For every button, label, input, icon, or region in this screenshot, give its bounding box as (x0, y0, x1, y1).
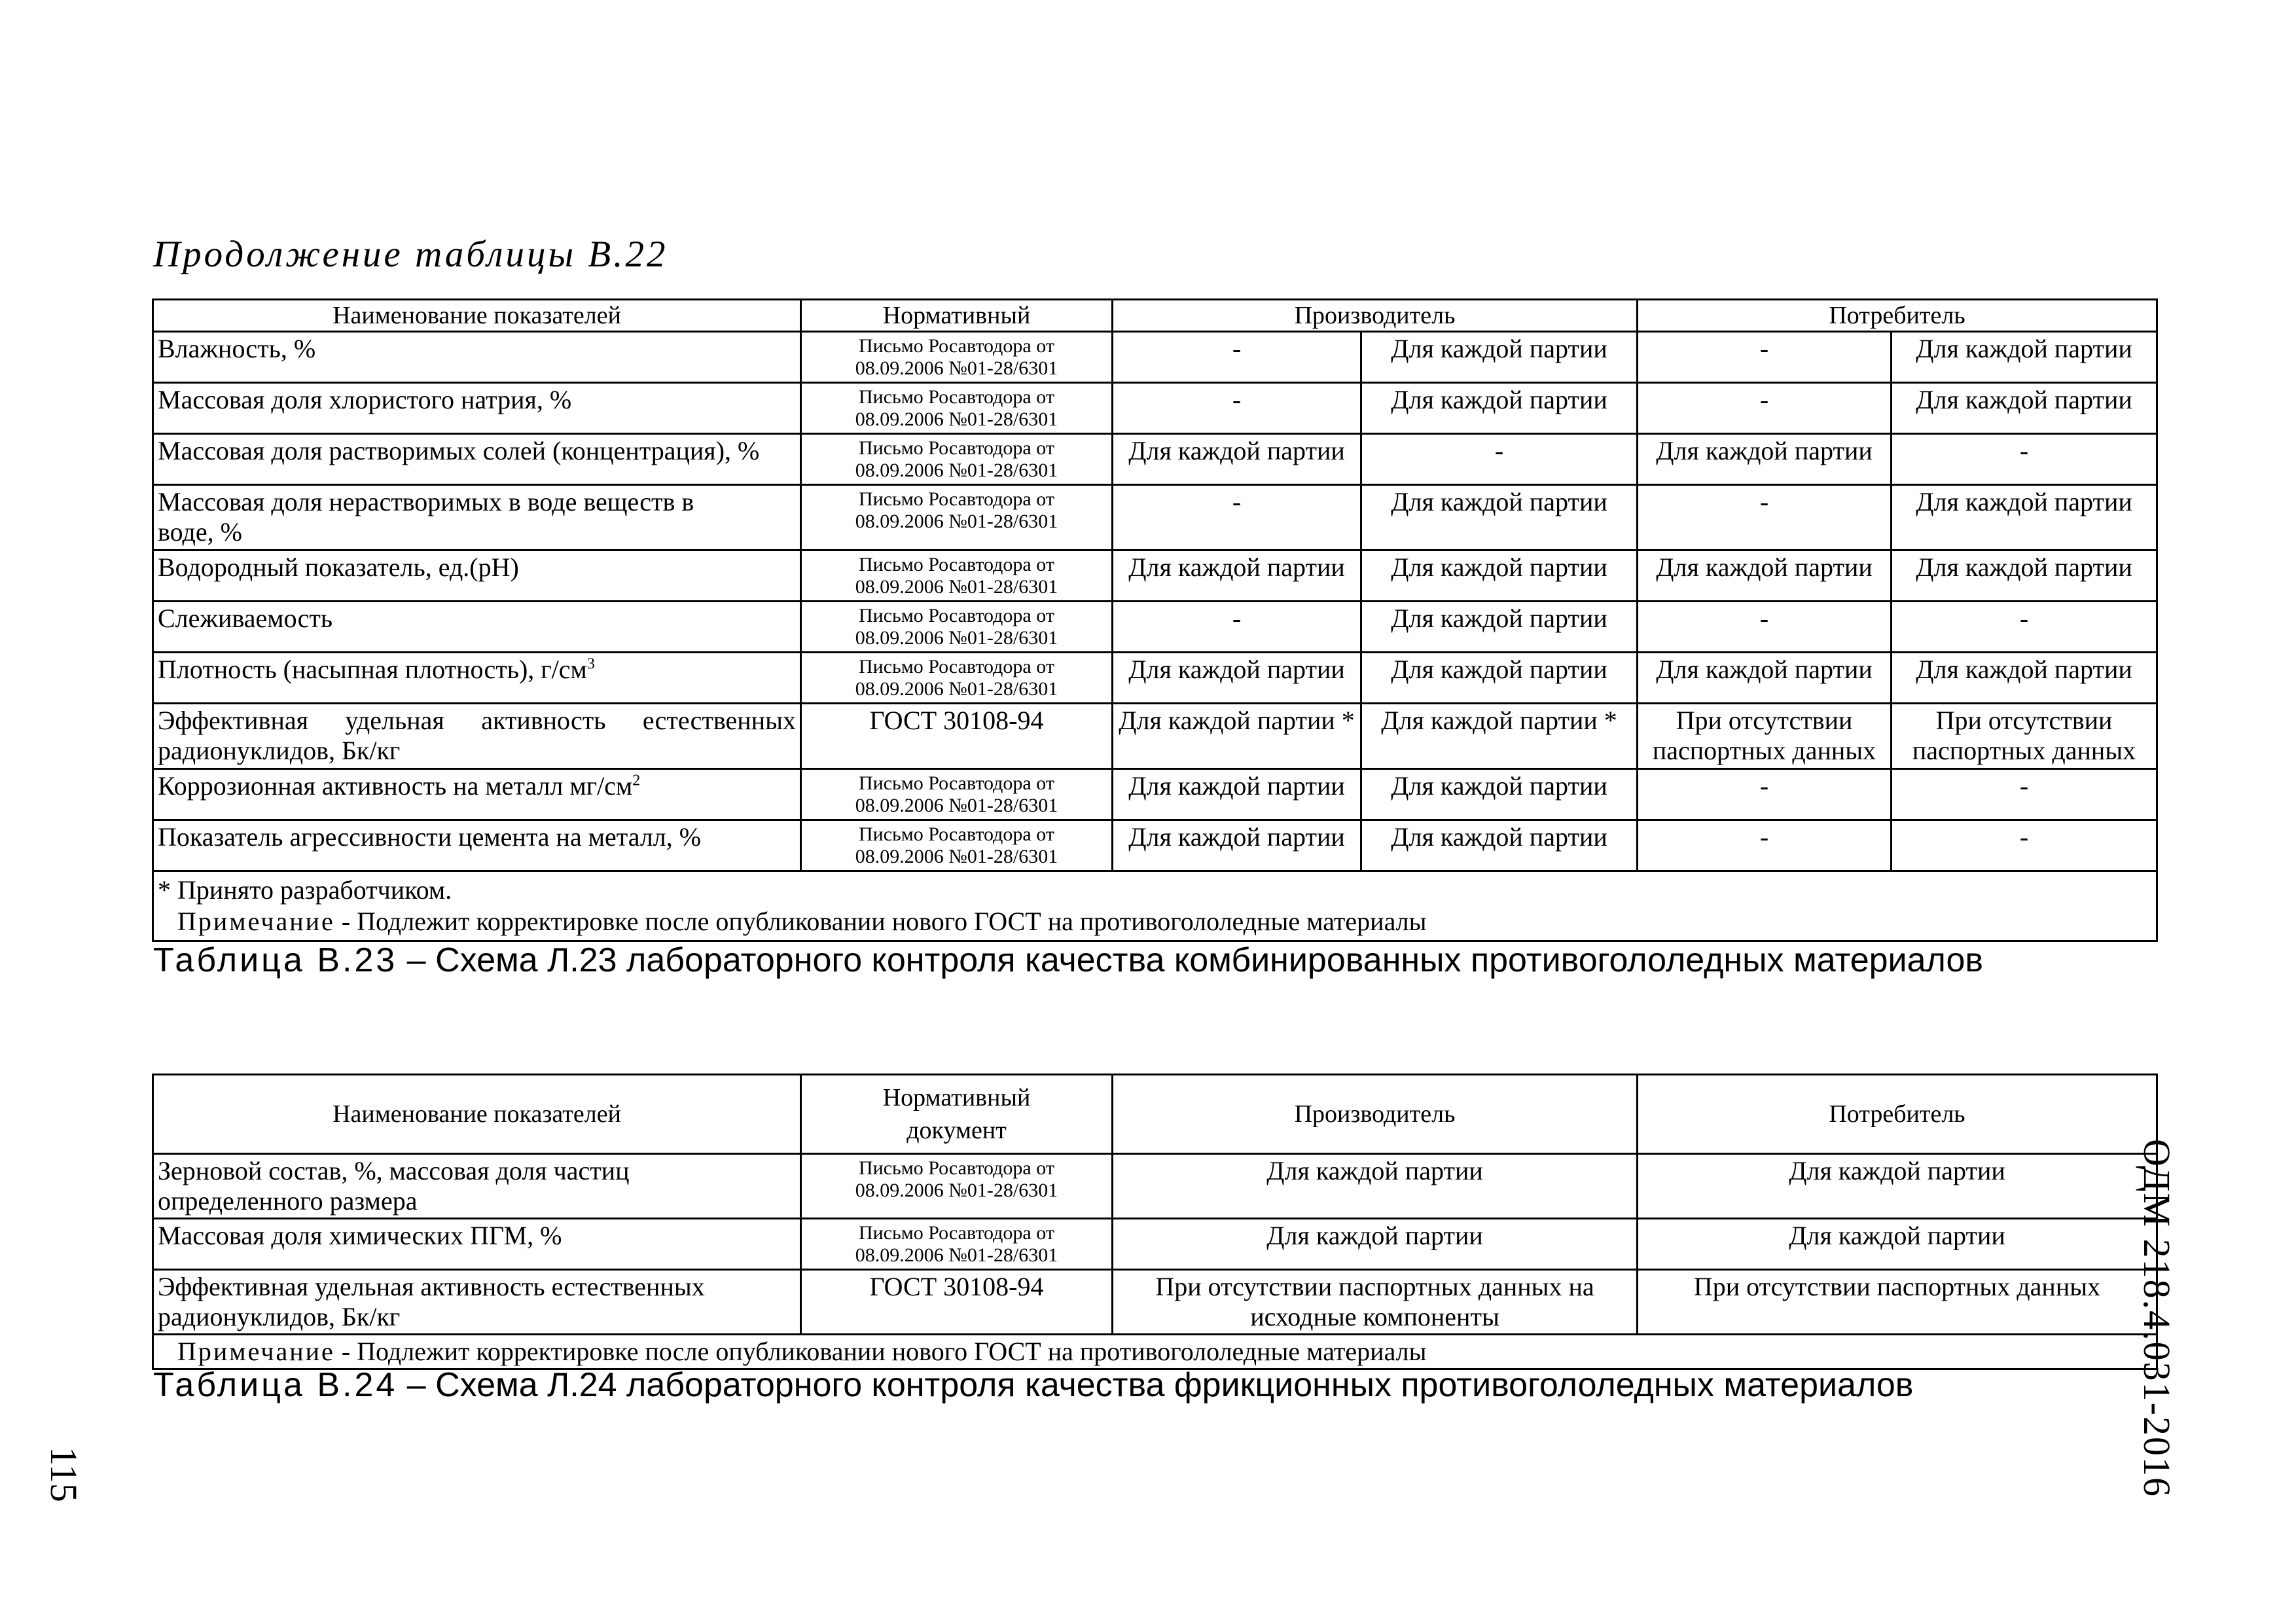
row-consumer: Для каждой партии (1638, 1154, 2157, 1219)
row-consumer: Для каждой партии (1638, 1219, 2157, 1270)
row-consumer-2: - (1892, 820, 2157, 871)
table-note-row (153, 871, 2157, 941)
row-producer-2: Для каждой партии (1361, 485, 1638, 550)
row-name: Слеживаемость (153, 602, 801, 653)
footnote: * Принято разработчиком. (158, 875, 452, 905)
row-name: Коррозионная активность на металл $мг/см^2$ (153, 769, 801, 820)
header-consumer: Потребитель (1638, 1075, 2157, 1154)
row-producer-1: Для каждой партии (1113, 653, 1361, 704)
row-producer-2: Для каждой партии (1361, 332, 1638, 383)
row-producer-2: Для каждой партии (1361, 769, 1638, 820)
header-producer: Производитель (1113, 300, 1638, 332)
continuation-title: Продолжение таблицы В.22 (153, 234, 668, 275)
row-name: Эффективная удельная активность естественных радионуклидов, Бк/кг (153, 1270, 801, 1335)
row-consumer-2: Для каждой партии (1892, 485, 2157, 550)
row-name: Массовая доля нерастворимых в воде веществ в воде, % (153, 485, 801, 550)
row-consumer-2: Для каждой партии (1892, 332, 2157, 383)
row-producer-2: - (1361, 434, 1638, 485)
table-b23 (152, 1074, 2158, 1370)
row-producer: Для каждой партии (1113, 1219, 1638, 1270)
table-row (153, 550, 2157, 602)
row-producer-2: Для каждой партии * (1361, 704, 1638, 769)
row-consumer-2: При отсутствии паспортных данных (1892, 704, 2157, 769)
row-producer: Для каждой партии (1113, 1154, 1638, 1219)
note-line (158, 906, 2152, 937)
row-producer-1: Для каждой партии * (1113, 704, 1361, 769)
table-row (153, 1219, 2157, 1270)
table-header-row (153, 300, 2157, 332)
row-producer-1: - (1113, 485, 1361, 550)
row-doc: Письмо Росавтодора от 08.09.2006 №01-28/6301 (801, 602, 1113, 653)
table-note (153, 871, 2157, 941)
row-consumer-1: - (1638, 820, 1892, 871)
header-normative: Нормативный (801, 300, 1113, 332)
row-consumer: При отсутствии паспортных данных (1638, 1270, 2157, 1335)
row-producer: При отсутствии паспортных данных на исходные компоненты (1113, 1270, 1638, 1335)
note-label: Примечание (177, 907, 335, 936)
caption-table-b23: Таблица В.23 – Схема Л.23 лабораторного контроля качества комбинированных противогололедных материалов (153, 941, 1983, 979)
table-row (153, 1270, 2157, 1335)
row-consumer-1: - (1638, 383, 1892, 434)
row-consumer-2: - (1892, 602, 2157, 653)
row-consumer-1: - (1638, 602, 1892, 653)
row-doc: ГОСТ 30108-94 (801, 1270, 1113, 1335)
row-doc: Письмо Росавтодора от 08.09.2006 №01-28/6301 (801, 485, 1113, 550)
table-row (153, 1154, 2157, 1219)
row-doc: Письмо Росавтодора от 08.09.2006 №01-28/6301 (801, 1219, 1113, 1270)
row-doc: Письмо Росавтодора от 08.09.2006 №01-28/6301 (801, 383, 1113, 434)
row-consumer-1: - (1638, 769, 1892, 820)
table-b22 (152, 298, 2158, 942)
table-row (153, 602, 2157, 653)
note-text: - Подлежит корректировке после опубликовании нового ГОСТ на противогололедные материалы (334, 907, 1427, 936)
caption-table-b24: Таблица В.24 – Схема Л.24 лабораторного контроля качества фрикционных противогололедных материалов (153, 1366, 1914, 1404)
row-doc: Письмо Росавтодора от 08.09.2006 №01-28/6301 (801, 820, 1113, 871)
table-row (153, 332, 2157, 383)
row-consumer-2: Для каждой партии (1892, 383, 2157, 434)
superscript: 3 (586, 655, 595, 673)
table-row (153, 485, 2157, 550)
row-producer-2: Для каждой партии (1361, 602, 1638, 653)
page-number: 115 (43, 1447, 85, 1502)
table-row (153, 653, 2157, 704)
row-producer-1: - (1113, 602, 1361, 653)
superscript: 2 (632, 772, 641, 789)
row-consumer-2: Для каждой партии (1892, 653, 2157, 704)
row-name: Водородный показатель, ед.(pH) (153, 550, 801, 602)
row-doc: Письмо Росавтодора от 08.09.2006 №01-28/6301 (801, 653, 1113, 704)
row-producer-2: Для каждой партии (1361, 653, 1638, 704)
row-name: Эффективная удельная активность естественных радионуклидов, Бк/кг (153, 704, 801, 769)
table-row (153, 769, 2157, 820)
table-row (153, 820, 2157, 871)
row-doc: Письмо Росавтодора от 08.09.2006 №01-28/6301 (801, 434, 1113, 485)
row-name: Массовая доля химических ПГМ, % (153, 1219, 801, 1270)
row-producer-2: Для каждой партии (1361, 820, 1638, 871)
table-row (153, 704, 2157, 769)
row-producer-1: Для каждой партии (1113, 550, 1361, 602)
row-consumer-1: Для каждой партии (1638, 550, 1892, 602)
note-text: - Подлежит корректировке после опубликовании нового ГОСТ на противогололедные материалы (334, 1337, 1427, 1366)
row-consumer-2: - (1892, 769, 2157, 820)
header-consumer: Потребитель (1638, 300, 2157, 332)
table-row (153, 434, 2157, 485)
row-consumer-2: - (1892, 434, 2157, 485)
row-producer-2: Для каждой партии (1361, 383, 1638, 434)
table-note (153, 1335, 2157, 1369)
row-doc: Письмо Росавтодора от 08.09.2006 №01-28/6301 (801, 332, 1113, 383)
header-normative-doc: Нормативный документ (801, 1075, 1113, 1154)
table-row (153, 383, 2157, 434)
row-producer-1: Для каждой партии (1113, 769, 1361, 820)
row-consumer-1: Для каждой партии (1638, 434, 1892, 485)
row-name: Массовая доля хлористого натрия, % (153, 383, 801, 434)
row-name: Влажность, % (153, 332, 801, 383)
row-name: Показатель агрессивности цемента на металл, % (153, 820, 801, 871)
header-indicator-name: Наименование показателей (153, 300, 801, 332)
table-note-row (153, 1335, 2157, 1369)
table-header-row (153, 1075, 2157, 1154)
header-indicator-name: Наименование показателей (153, 1075, 801, 1154)
document-code: ОДМ 218.4.031-2016 (2136, 1139, 2178, 1498)
row-consumer-1: - (1638, 485, 1892, 550)
row-producer-1: Для каждой партии (1113, 434, 1361, 485)
row-producer-1: Для каждой партии (1113, 820, 1361, 871)
row-doc: Письмо Росавтодора от 08.09.2006 №01-28/6301 (801, 550, 1113, 602)
row-name: Массовая доля растворимых солей (концентрация), % (153, 434, 801, 485)
note-label: Примечание (177, 1337, 335, 1366)
row-name: Плотность (насыпная плотность), $г/см^3$ (153, 653, 801, 704)
note-line (158, 1337, 2152, 1367)
row-producer-1: - (1113, 332, 1361, 383)
header-producer: Производитель (1113, 1075, 1638, 1154)
row-doc: Письмо Росавтодора от 08.09.2006 №01-28/6301 (801, 769, 1113, 820)
row-doc: ГОСТ 30108-94 (801, 704, 1113, 769)
row-doc: Письмо Росавтодора от 08.09.2006 №01-28/6301 (801, 1154, 1113, 1219)
row-name: Зерновой состав, %, массовая доля частиц определенного размера (153, 1154, 801, 1219)
row-consumer-1: - (1638, 332, 1892, 383)
row-consumer-1: При отсутствии паспортных данных (1638, 704, 1892, 769)
row-producer-1: - (1113, 383, 1361, 434)
row-consumer-1: Для каждой партии (1638, 653, 1892, 704)
row-producer-2: Для каждой партии (1361, 550, 1638, 602)
row-consumer-2: Для каждой партии (1892, 550, 2157, 602)
